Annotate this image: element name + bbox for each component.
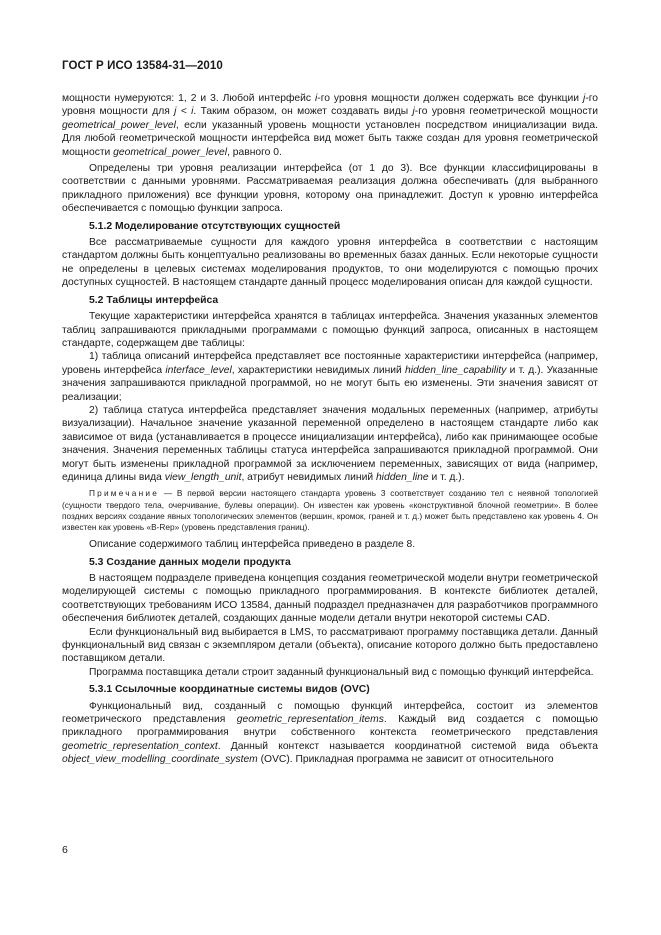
page-body (62, 92, 598, 767)
paragraph-power-levels: мощности нумеруются: 1, 2 и 3. Любой интерфейс i-го уровня мощности должен содержать все функции j-го уровня мощности для j < i. Таким образом, он может создавать виды j-го уровня геометрической мощности geometrical_power_level, если указанный уровень мощности установлен посредством инициализации вида. Для любой геометрической мощности интерфейса вид может быть также создан для уровня геометрической мощности geometrical_power_level, равного 0. (62, 93, 598, 158)
section-title-5-3-1: 5.3.1 Ссылочные координатные системы видов (OVC) (89, 684, 370, 696)
note-levels: Примечание — В первой версии настоящего стандарта уровень 3 соответствует созданию тел с неявной топологией (сущности твердого тела, очерчивание, булевы операции). Он известен как уровень «конструктивной блочной геометрии». В более поздних версиях создание явных топологических элементов (вершин, кромок, граней и т. д.) может быть представлено как уровень 4. Он известен как уровень «B-Rep» (уровень представления границ). (62, 488, 598, 532)
paragraph-table-reference: Описание содержимого таблиц интерфейса приведено в разделе 8. (89, 539, 416, 551)
paragraph-interface-tables: Текущие характеристики интерфейса хранятся в таблицах интерфейса. Значения указанных элементов таблиц запрашиваются прикладными программами с помощью функций запроса, описанных в настоящем стандарте, содержащем две таблицы: (62, 311, 598, 349)
document-header: ГОСТ Р ИСО 13584-31—2010 (62, 60, 223, 72)
section-title-5-1-2: 5.1.2 Моделирование отсутствующих сущностей (89, 220, 341, 232)
note-label: Примечание (89, 488, 160, 499)
paragraph-supplier-program: Программа поставщика детали строит заданный функциональный вид с помощью функций интерфейса. (89, 666, 594, 678)
paragraph-description-table: 1) таблица описаний интерфейса представляет все постоянные характеристики интерфейса (например, уровень интерфейса interface_level, характеристики невидимых линий hidden_line_capability и т. д.). Указанные значения запрашиваются прикладной программой, но не могут быть ею изменены. Эти значения зависят от реализации; (62, 351, 598, 403)
section-title-5-2: 5.2 Таблицы интерфейса (89, 294, 219, 306)
page-number: 6 (62, 844, 68, 856)
section-title-5-3: 5.3 Создание данных модели продукта (89, 556, 291, 568)
paragraph-implementation-levels: Определены три уровня реализации интерфейса (от 1 до 3). Все функции классифицированы в соответствии с данными уровнями. Рассматриваемая реализация должна обеспечивать (для выбранного прикладного приложения) все функции уровня, которому она принадлежит. Доступ к уровню интерфейса обеспечивается с помощью функции запроса. (62, 163, 598, 215)
paragraph-model-creation: В настоящем подразделе приведена концепция создания геометрической модели внутри геометрической моделирующей системы с помощью прикладного программирования. В контексте библиотек деталей, соответствующих требованиям ИСО 13584, данный подраздел предназначен для разработчиков программного обеспечения библиотек деталей, создающих данные модели детали внутри некоторой системы CAD. (62, 573, 598, 625)
paragraph-ovc: Функциональный вид, созданный с помощью функций интерфейса, состоит из элементов геометрического представления geometric_representation_items. Каждый вид создается с помощью прикладного программирования внутри собственного контекста геометрического представления geometric_representation_context. Данный контекст называется координатной системой вида объекта object_view_modelling_coordinate_system (OVC). Прикладная программа не зависит от относительного (62, 700, 598, 766)
paragraph-missing-entities: Все рассматриваемые сущности для каждого уровня интерфейса в соответствии с настоящим стандартом должны быть концептуально реализованы во временных базах данных. Если некоторые сущности не определены в целевых системах моделирования продуктов, то они моделируются с помощью прочих доступных сущностей. В настоящем стандарте данный процесс моделирования описан для каждой сущности. (62, 237, 598, 289)
paragraph-status-table: 2) таблица статуса интерфейса представляет значения модальных переменных (например, атрибуты визуализации). Начальное значение указанной переменной определено в настоящем стандарте либо как зависимое от вида (устанавливается в процессе инициализации интерфейса), либо как принимающее особые значения. Значения переменных таблицы статуса интерфейса запрашиваются прикладной программой. Они могут быть изменены прикладной программой за исключением переменных, зависящих от вида (например, единица длины вида view_length_unit, атрибут невидимых линий hidden_line и т. д.). (62, 404, 598, 483)
paragraph-lms-view: Если функциональный вид выбирается в LMS, то рассматривают программу поставщика детали. Данный функциональный вид связан с экземпляром детали (объекта), описание которого должно быть предоставлено поставщиком детали. (62, 626, 598, 665)
